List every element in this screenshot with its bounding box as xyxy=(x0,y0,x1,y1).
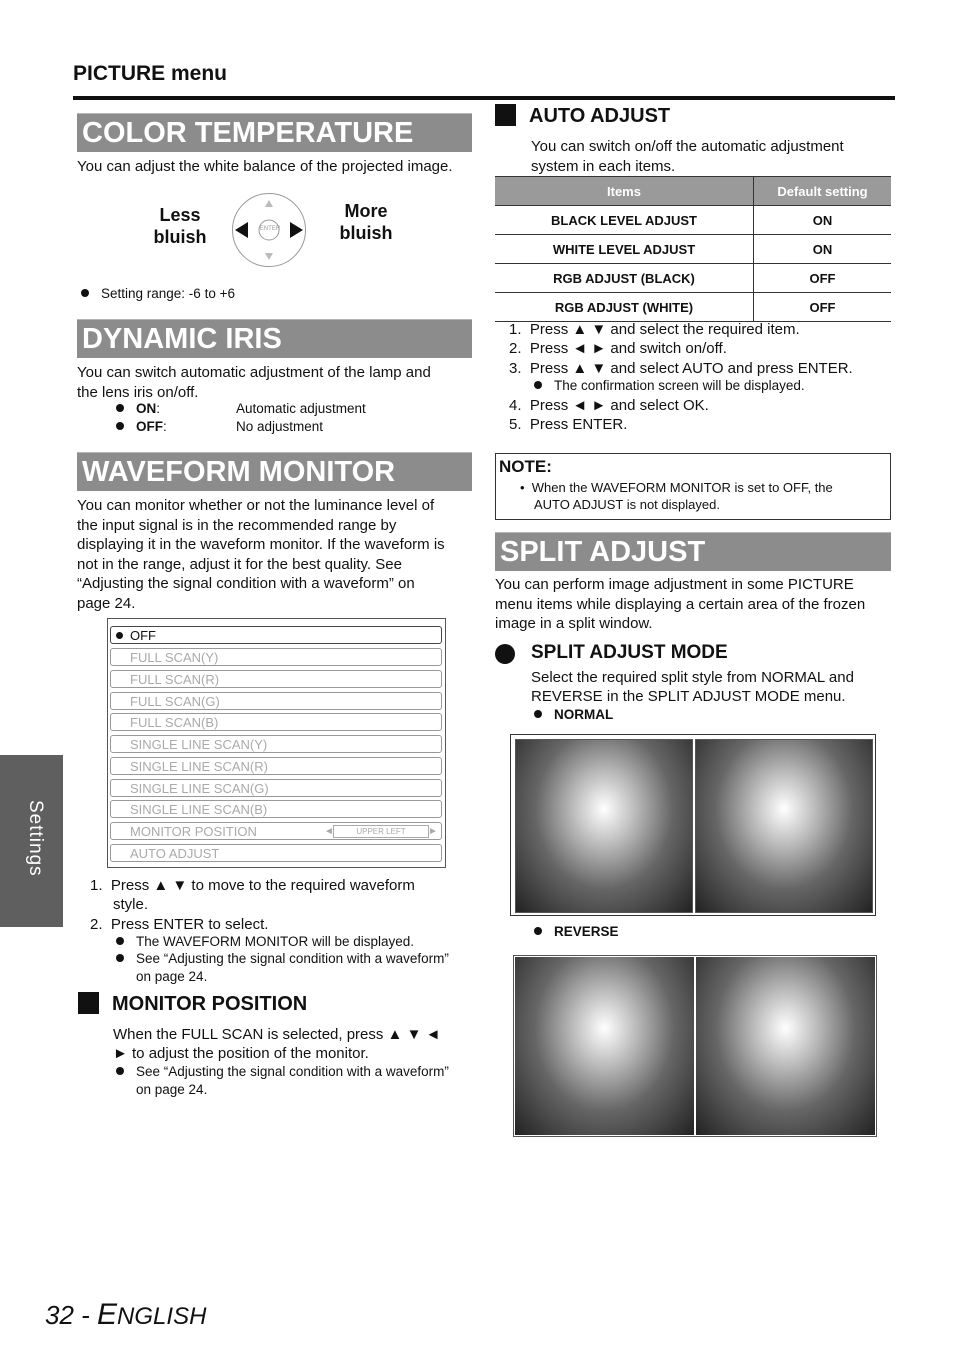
note-title: NOTE: xyxy=(499,457,552,476)
waveform-bullet-1 xyxy=(116,933,414,951)
split-desc-line: menu items while displaying a certain area of the frozen xyxy=(495,595,866,613)
waveform-step-2: 2. Press ENTER to select. xyxy=(90,916,269,933)
cell-value: ON xyxy=(754,235,892,264)
note-text: When the WAVEFORM MONITOR is set to OFF, the xyxy=(531,480,833,495)
auto-step-4: 4. Press ◄ ► and select OK. xyxy=(509,397,709,414)
color-temperature-desc: You can adjust the white balance of the projected image. xyxy=(77,158,453,175)
remote-dial xyxy=(232,193,306,267)
monitor-position-desc-a: When the FULL SCAN is selected, press ▲ ▼ ◄ xyxy=(113,1026,441,1043)
heading-text: AUTO ADJUST xyxy=(529,105,671,127)
menu-item-label: OFF xyxy=(130,628,156,643)
split-mode-desc-2: REVERSE in the SPLIT ADJUST MODE menu. xyxy=(531,688,846,705)
menu-item-single-line-b[interactable]: SINGLE LINE SCAN(B) xyxy=(110,800,442,818)
right-frame-image xyxy=(695,739,873,913)
iris-off-desc: No adjustment xyxy=(236,419,324,434)
auto-adjust-heading xyxy=(495,104,670,128)
bluish-text: bluish xyxy=(153,227,207,247)
more-text: More xyxy=(344,201,388,221)
col-default: Default setting xyxy=(754,177,892,206)
default-settings-table xyxy=(495,176,891,322)
monitor-position-bullet-b: on page 24. xyxy=(136,1082,208,1097)
normal-text: NORMAL xyxy=(554,707,614,722)
iris-on-option: ON: xyxy=(116,400,160,418)
reverse-text: REVERSE xyxy=(554,924,619,939)
auto-adjust-desc xyxy=(531,137,844,176)
split-desc-line: You can perform image adjustment in some PICTURE xyxy=(495,576,854,593)
step-text: Press ◄ ► and switch on/off. xyxy=(529,340,727,357)
split-adjust-heading: SPLIT ADJUST xyxy=(495,532,891,571)
step-text: Press ENTER to select. xyxy=(110,916,269,933)
split-mode-desc-1: Select the required split style from NORMAL and xyxy=(531,669,854,686)
normal-split-image xyxy=(510,734,876,916)
section-header: PICTURE menu xyxy=(73,62,228,85)
right-frame-image xyxy=(696,957,875,1135)
bullet-text: See “Adjusting the signal condition with a waveform” xyxy=(136,1064,449,1079)
note-box xyxy=(495,453,891,520)
step-text: Press ▲ ▼ to move to the required waveform xyxy=(110,877,415,894)
menu-item-off[interactable] xyxy=(110,626,442,644)
auto-step-5: 5. Press ENTER. xyxy=(509,416,628,433)
cell-item: RGB ADJUST (BLACK) xyxy=(495,264,754,293)
table-row xyxy=(495,206,891,235)
bullet-text: The confirmation screen will be displayed. xyxy=(554,378,805,393)
step-text: Press ▲ ▼ and select AUTO and press ENTER. xyxy=(529,360,853,377)
lang-rest: NGLISH xyxy=(117,1303,207,1330)
cell-item: WHITE LEVEL ADJUST xyxy=(495,235,754,264)
menu-item-full-scan-r[interactable]: FULL SCAN(R) xyxy=(110,670,442,688)
left-frame-image xyxy=(515,957,694,1135)
waveform-step-1b: style. xyxy=(113,896,149,913)
reverse-label xyxy=(534,923,619,941)
step-text: Press ◄ ► and select OK. xyxy=(529,397,709,414)
page-footer xyxy=(45,1298,206,1332)
on-label: ON xyxy=(136,401,157,416)
dynamic-iris-desc xyxy=(77,363,431,402)
selected-dot-icon xyxy=(116,632,123,639)
dynamic-iris-desc-2: the lens iris on/off. xyxy=(77,383,199,401)
header-rule xyxy=(73,96,895,100)
monitor-position-heading xyxy=(78,992,307,1016)
menu-item-single-line-y[interactable]: SINGLE LINE SCAN(Y) xyxy=(110,735,442,753)
waveform-desc xyxy=(77,496,445,613)
bullet-icon xyxy=(534,381,542,389)
auto-step-1: 1. Press ▲ ▼ and select the required item. xyxy=(509,321,800,338)
enter-label: ENTER xyxy=(259,226,281,232)
waveform-desc-line: displaying it in the waveform monitor. If the waveform is xyxy=(77,536,445,553)
menu-item-label: MONITOR POSITION xyxy=(130,824,257,839)
waveform-bullet-2b: on page 24. xyxy=(136,969,208,984)
table-row xyxy=(495,293,891,322)
setting-range-text: Setting range: -6 to +6 xyxy=(101,286,235,301)
bullet-text: See “Adjusting the signal condition with a waveform” xyxy=(136,951,449,966)
bullet-icon xyxy=(534,927,542,935)
auto-step-3: 3. Press ▲ ▼ and select AUTO and press ENTER. xyxy=(509,360,853,377)
more-bluish-label xyxy=(330,200,402,244)
table-row xyxy=(495,235,891,264)
split-desc-line: image in a split window. xyxy=(495,615,653,632)
waveform-desc-line: “Adjusting the signal condition with a waveform” on xyxy=(77,575,415,592)
heading-text: MONITOR POSITION xyxy=(112,993,308,1015)
auto-step-3-bullet xyxy=(534,377,805,395)
right-arrow-icon[interactable]: ► xyxy=(428,826,438,837)
normal-label xyxy=(534,706,613,724)
bullet-text: The WAVEFORM MONITOR will be displayed. xyxy=(136,934,415,949)
off-label: OFF xyxy=(136,419,163,434)
iris-on-desc: Automatic adjustment xyxy=(236,401,366,416)
bullet-icon xyxy=(534,710,542,718)
setting-range xyxy=(81,285,235,303)
left-frame-image xyxy=(515,739,693,913)
col-items: Items xyxy=(495,177,754,206)
step-text: Press ENTER. xyxy=(529,416,628,433)
bullet-icon xyxy=(81,289,89,297)
lang-initial: E xyxy=(97,1298,118,1331)
auto-adjust-desc-1: You can switch on/off the automatic adjustment xyxy=(531,138,844,155)
reverse-split-image xyxy=(513,955,877,1137)
waveform-menu xyxy=(107,618,446,868)
square-icon xyxy=(495,104,516,126)
note-line-1: • When the WAVEFORM MONITOR is set to OFF, the xyxy=(520,480,833,495)
bullet-icon xyxy=(116,937,124,945)
table-row xyxy=(495,264,891,293)
waveform-bullet-2 xyxy=(116,950,449,968)
circle-icon xyxy=(495,644,515,664)
bullet-icon xyxy=(116,1067,124,1075)
menu-item-monitor-position[interactable] xyxy=(110,822,442,840)
split-adjust-mode-heading xyxy=(495,642,728,664)
bullet-icon xyxy=(116,954,124,962)
cell-value: OFF xyxy=(754,264,892,293)
less-bluish-label xyxy=(145,204,215,248)
auto-adjust-desc-2: system in each items. xyxy=(531,157,676,175)
less-text: Less xyxy=(159,205,201,225)
waveform-desc-line: You can monitor whether or not the luminance level of xyxy=(77,497,435,514)
waveform-desc-line: the input signal is in the recommended range by xyxy=(77,516,397,534)
waveform-desc-line: page 24. xyxy=(77,594,136,612)
monitor-position-desc-b: ► to adjust the position of the monitor. xyxy=(113,1045,369,1062)
menu-item-auto-adjust[interactable]: AUTO ADJUST xyxy=(110,844,442,862)
menu-item-full-scan-g[interactable]: FULL SCAN(G) xyxy=(110,692,442,710)
left-arrow-icon[interactable]: ◄ xyxy=(324,826,334,837)
waveform-step-1: 1. Press ▲ ▼ to move to the required waveform xyxy=(90,877,415,894)
iris-off-option: OFF: xyxy=(116,418,167,436)
cell-value: ON xyxy=(754,206,892,235)
waveform-desc-line: not in the range, adjust it for the best quality. See xyxy=(77,555,402,573)
note-line-2: AUTO ADJUST is not displayed. xyxy=(534,497,720,512)
page-number: 32 - xyxy=(45,1300,98,1330)
auto-step-2: 2. Press ◄ ► and switch on/off. xyxy=(509,340,727,357)
menu-item-full-scan-b[interactable]: FULL SCAN(B) xyxy=(110,713,442,731)
bluish-text-2: bluish xyxy=(339,223,393,243)
cell-value: OFF xyxy=(754,293,892,322)
dynamic-iris-heading: DYNAMIC IRIS xyxy=(77,319,472,358)
bullet-icon xyxy=(116,404,124,412)
menu-item-single-line-g[interactable]: SINGLE LINE SCAN(G) xyxy=(110,779,442,797)
bullet-icon xyxy=(116,422,124,430)
cell-item: BLACK LEVEL ADJUST xyxy=(495,206,754,235)
dynamic-iris-desc-1: You can switch automatic adjustment of the lamp and xyxy=(77,364,431,381)
waveform-monitor-heading: WAVEFORM MONITOR xyxy=(77,452,472,491)
cell-item: RGB ADJUST (WHITE) xyxy=(495,293,754,322)
square-icon xyxy=(78,992,99,1014)
table-header xyxy=(495,177,891,206)
menu-item-single-line-r[interactable]: SINGLE LINE SCAN(R) xyxy=(110,757,442,775)
heading-text: SPLIT ADJUST MODE xyxy=(531,642,728,663)
color-temperature-heading: COLOR TEMPERATURE xyxy=(77,113,472,152)
settings-tab-label: Settings xyxy=(25,800,46,877)
monitor-position-bullet xyxy=(116,1063,449,1081)
split-adjust-desc xyxy=(495,575,865,634)
menu-item-full-scan-y[interactable]: FULL SCAN(Y) xyxy=(110,648,442,666)
step-text: Press ▲ ▼ and select the required item. xyxy=(529,321,800,338)
position-value: UPPER LEFT xyxy=(333,825,429,838)
